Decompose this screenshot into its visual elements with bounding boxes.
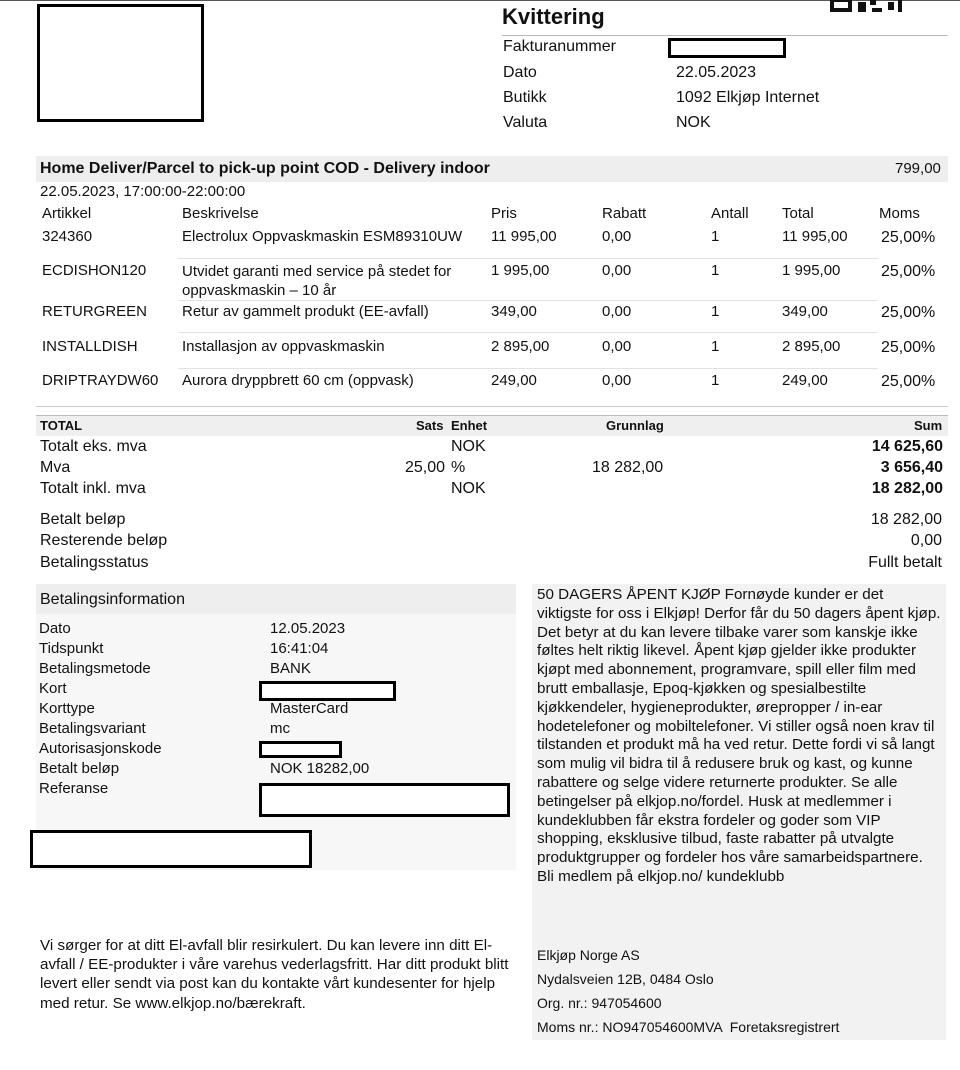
company-name: Elkjøp Norge AS	[537, 947, 640, 963]
qr-code-icon	[830, 0, 908, 14]
vat-label: Mva	[40, 459, 71, 476]
payment-info-title: Betalingsinformation	[40, 591, 185, 608]
totals-header	[36, 415, 948, 436]
item-description: Installasjon av oppvaskmaskin	[182, 338, 385, 355]
redacted-invoice-number	[668, 38, 786, 58]
vat-rate: 25,00	[404, 459, 445, 476]
item-description: Electrolux Oppvaskmaskin ESM89310UW	[182, 228, 463, 245]
totals-head-unit: Enhet	[451, 418, 488, 433]
item-discount: 0,00	[602, 338, 632, 355]
pay-value-paid: NOK 18282,00	[270, 760, 370, 777]
redacted-card	[259, 681, 396, 701]
redacted-logo	[37, 4, 204, 122]
col-discount: Rabatt	[602, 205, 647, 222]
item-vat: 25,00%	[881, 263, 936, 280]
item-quantity: 1	[711, 228, 720, 245]
item-quantity: 1	[711, 262, 720, 279]
pay-label-card: Kort	[39, 680, 67, 697]
pay-label-auth-code: Autorisasjonskode	[39, 740, 162, 757]
item-total: 1 995,00	[782, 262, 841, 279]
vat-base: 18 282,00	[592, 459, 664, 476]
company-address: Nydalsveien 12B, 0484 Oslo	[537, 971, 714, 987]
top-border	[0, 0, 960, 1]
pay-value-time: 16:41:04	[270, 640, 329, 657]
pay-label-date: Dato	[39, 620, 71, 637]
item-discount: 0,00	[602, 372, 632, 389]
company-org-number: Org. nr.: 947054600	[537, 995, 662, 1011]
total-inc-vat-label: Totalt inkl. mva	[40, 480, 146, 497]
total-ex-vat-label: Totalt eks. mva	[40, 438, 147, 455]
item-article: RETURGREEN	[42, 303, 148, 320]
pay-label-method: Betalingsmetode	[39, 660, 151, 677]
paid-amount-value: 18 282,00	[870, 511, 942, 528]
delivery-window: 22.05.2023, 17:00:00-22:00:00	[40, 183, 246, 200]
item-quantity: 1	[711, 338, 720, 355]
delivery-title: Home Deliver/Parcel to pick-up point COD - Delivery indoor	[40, 160, 490, 177]
item-description: Utvidet garanti med service på stedet for oppvaskmaskin – 10 år	[182, 263, 452, 299]
item-article: DRIPTRAYDW60	[42, 372, 159, 389]
row-separator	[178, 332, 878, 333]
pay-label-reference: Referanse	[39, 780, 109, 797]
item-total: 349,00	[782, 303, 828, 320]
col-total: Total	[782, 205, 814, 222]
redacted-reference	[259, 783, 510, 817]
delivery-price: 799,00	[895, 160, 941, 177]
item-discount: 0,00	[602, 303, 632, 320]
pay-value-card-type: MasterCard	[270, 700, 349, 717]
row-separator	[178, 300, 878, 301]
item-description: Retur av gammelt produkt (EE-avfall)	[182, 303, 429, 320]
col-quantity: Antall	[711, 205, 749, 222]
item-quantity: 1	[711, 303, 720, 320]
totals-head-label: TOTAL	[40, 418, 83, 433]
recycling-note: Vi sørger for at ditt El-avfall blir resirkulert. Du kan levere inn ditt El-avfall / EE-produkter i våre varehus vederlagsfritt. Har ditt produkt blitt levert eller sendt via post kan du kontakte vårt kundesenter for hjelp med retur. Se www.elkjop.no/bærekraft.	[40, 937, 509, 1012]
col-price: Pris	[491, 205, 517, 222]
totals-head-sum: Sum	[914, 418, 943, 433]
meta-value-store: 1092 Elkjøp Internet	[676, 89, 820, 106]
meta-value-currency: NOK	[676, 114, 711, 131]
remaining-amount-value: 0,00	[910, 532, 942, 549]
item-vat: 25,00%	[881, 339, 936, 356]
item-article: 324360	[42, 228, 93, 245]
meta-label-store: Butikk	[503, 89, 547, 106]
pay-value-method: BANK	[270, 660, 311, 677]
item-vat: 25,00%	[881, 373, 936, 390]
open-purchase-terms: 50 DAGERS ÅPENT KJØP Fornøyde kunder er det viktigste for oss i Elkjøp! Derfor får du 50 dagers åpent kjøp. Det betyr at du kan levere tilbake varer som kanskje ikke føltes helt riktig likevel. Åpent kjøp gjelder ikke produkter kjøpt med abonnement, programvare, spill eller film med brutt emballasje, Epoq-kjøkken og spesialbestilte kjøkkendeler, hygieneprodukter, ørepropper / in-ear hodetelefoner og mobiltelefoner. Vi stiller også noen krav til tilstanden et produkt må ha ved retur. Dette fordi vi så langt som mulig vil bidra til å redusere bruk og kast, og kunne rabattere og selge videre returnerte produkter. Se alle betingelser på elkjop.no/fordel. Husk at medlemmer i kundeklubben får ekstra fordeler og goder som VIP shopping, eksklusive tilbud, faste rabatter på utvalgte produktgrupper og fordeler hos våre samarbeidspartnere. Bli medlem på elkjop.no/ kundeklubb	[537, 586, 941, 885]
item-total: 11 995,00	[782, 228, 848, 245]
item-total: 2 895,00	[782, 338, 841, 355]
row-separator	[36, 406, 948, 407]
item-price: 11 995,00	[491, 228, 557, 245]
item-price: 1 995,00	[491, 262, 550, 279]
remaining-amount-label: Resterende beløp	[40, 532, 168, 549]
vat-unit: %	[451, 459, 466, 476]
title-underline	[502, 35, 948, 36]
row-separator	[178, 368, 878, 369]
item-vat: 25,00%	[881, 304, 936, 321]
pay-value-variant: mc	[270, 720, 290, 737]
item-article: INSTALLDISH	[42, 338, 138, 355]
col-vat: Moms	[879, 205, 920, 222]
totals-head-base: Grunnlag	[606, 418, 664, 433]
total-ex-vat-unit: NOK	[451, 438, 486, 455]
item-discount: 0,00	[602, 228, 632, 245]
item-price: 2 895,00	[491, 338, 550, 355]
item-price: 249,00	[491, 372, 537, 389]
pay-label-time: Tidspunkt	[39, 640, 104, 657]
item-total: 249,00	[782, 372, 828, 389]
meta-label-currency: Valuta	[503, 114, 548, 131]
redacted-auth-code	[259, 741, 342, 758]
item-price: 349,00	[491, 303, 537, 320]
meta-label-invoice: Fakturanummer	[503, 38, 616, 55]
total-ex-vat-sum: 14 625,60	[871, 438, 943, 455]
pay-label-paid: Betalt beløp	[39, 760, 120, 777]
item-quantity: 1	[711, 372, 720, 389]
redacted-block	[30, 830, 312, 868]
pay-label-card-type: Korttype	[39, 700, 95, 717]
meta-label-date: Dato	[503, 64, 537, 81]
paid-amount-label: Betalt beløp	[40, 511, 126, 528]
item-vat: 25,00%	[881, 229, 936, 246]
totals-head-rate: Sats	[416, 418, 444, 433]
company-vat-number: Moms nr.: NO947054600MVA Foretaksregistrert	[537, 1019, 840, 1035]
total-inc-vat-sum: 18 282,00	[871, 480, 943, 497]
receipt-title: Kvittering	[502, 4, 605, 29]
item-description: Aurora dryppbrett 60 cm (oppvask)	[182, 372, 414, 389]
payment-status-value: Fullt betalt	[868, 554, 942, 571]
item-article: ECDISHON120	[42, 262, 147, 279]
pay-value-date: 12.05.2023	[270, 620, 346, 637]
vat-sum: 3 656,40	[880, 459, 943, 476]
col-description: Beskrivelse	[182, 205, 259, 222]
row-separator	[178, 258, 878, 259]
payment-status-label: Betalingsstatus	[40, 554, 149, 571]
item-discount: 0,00	[602, 262, 632, 279]
col-article: Artikkel	[42, 205, 92, 222]
meta-value-date: 22.05.2023	[676, 64, 757, 81]
total-inc-vat-unit: NOK	[451, 480, 486, 497]
pay-label-variant: Betalingsvariant	[39, 720, 146, 737]
